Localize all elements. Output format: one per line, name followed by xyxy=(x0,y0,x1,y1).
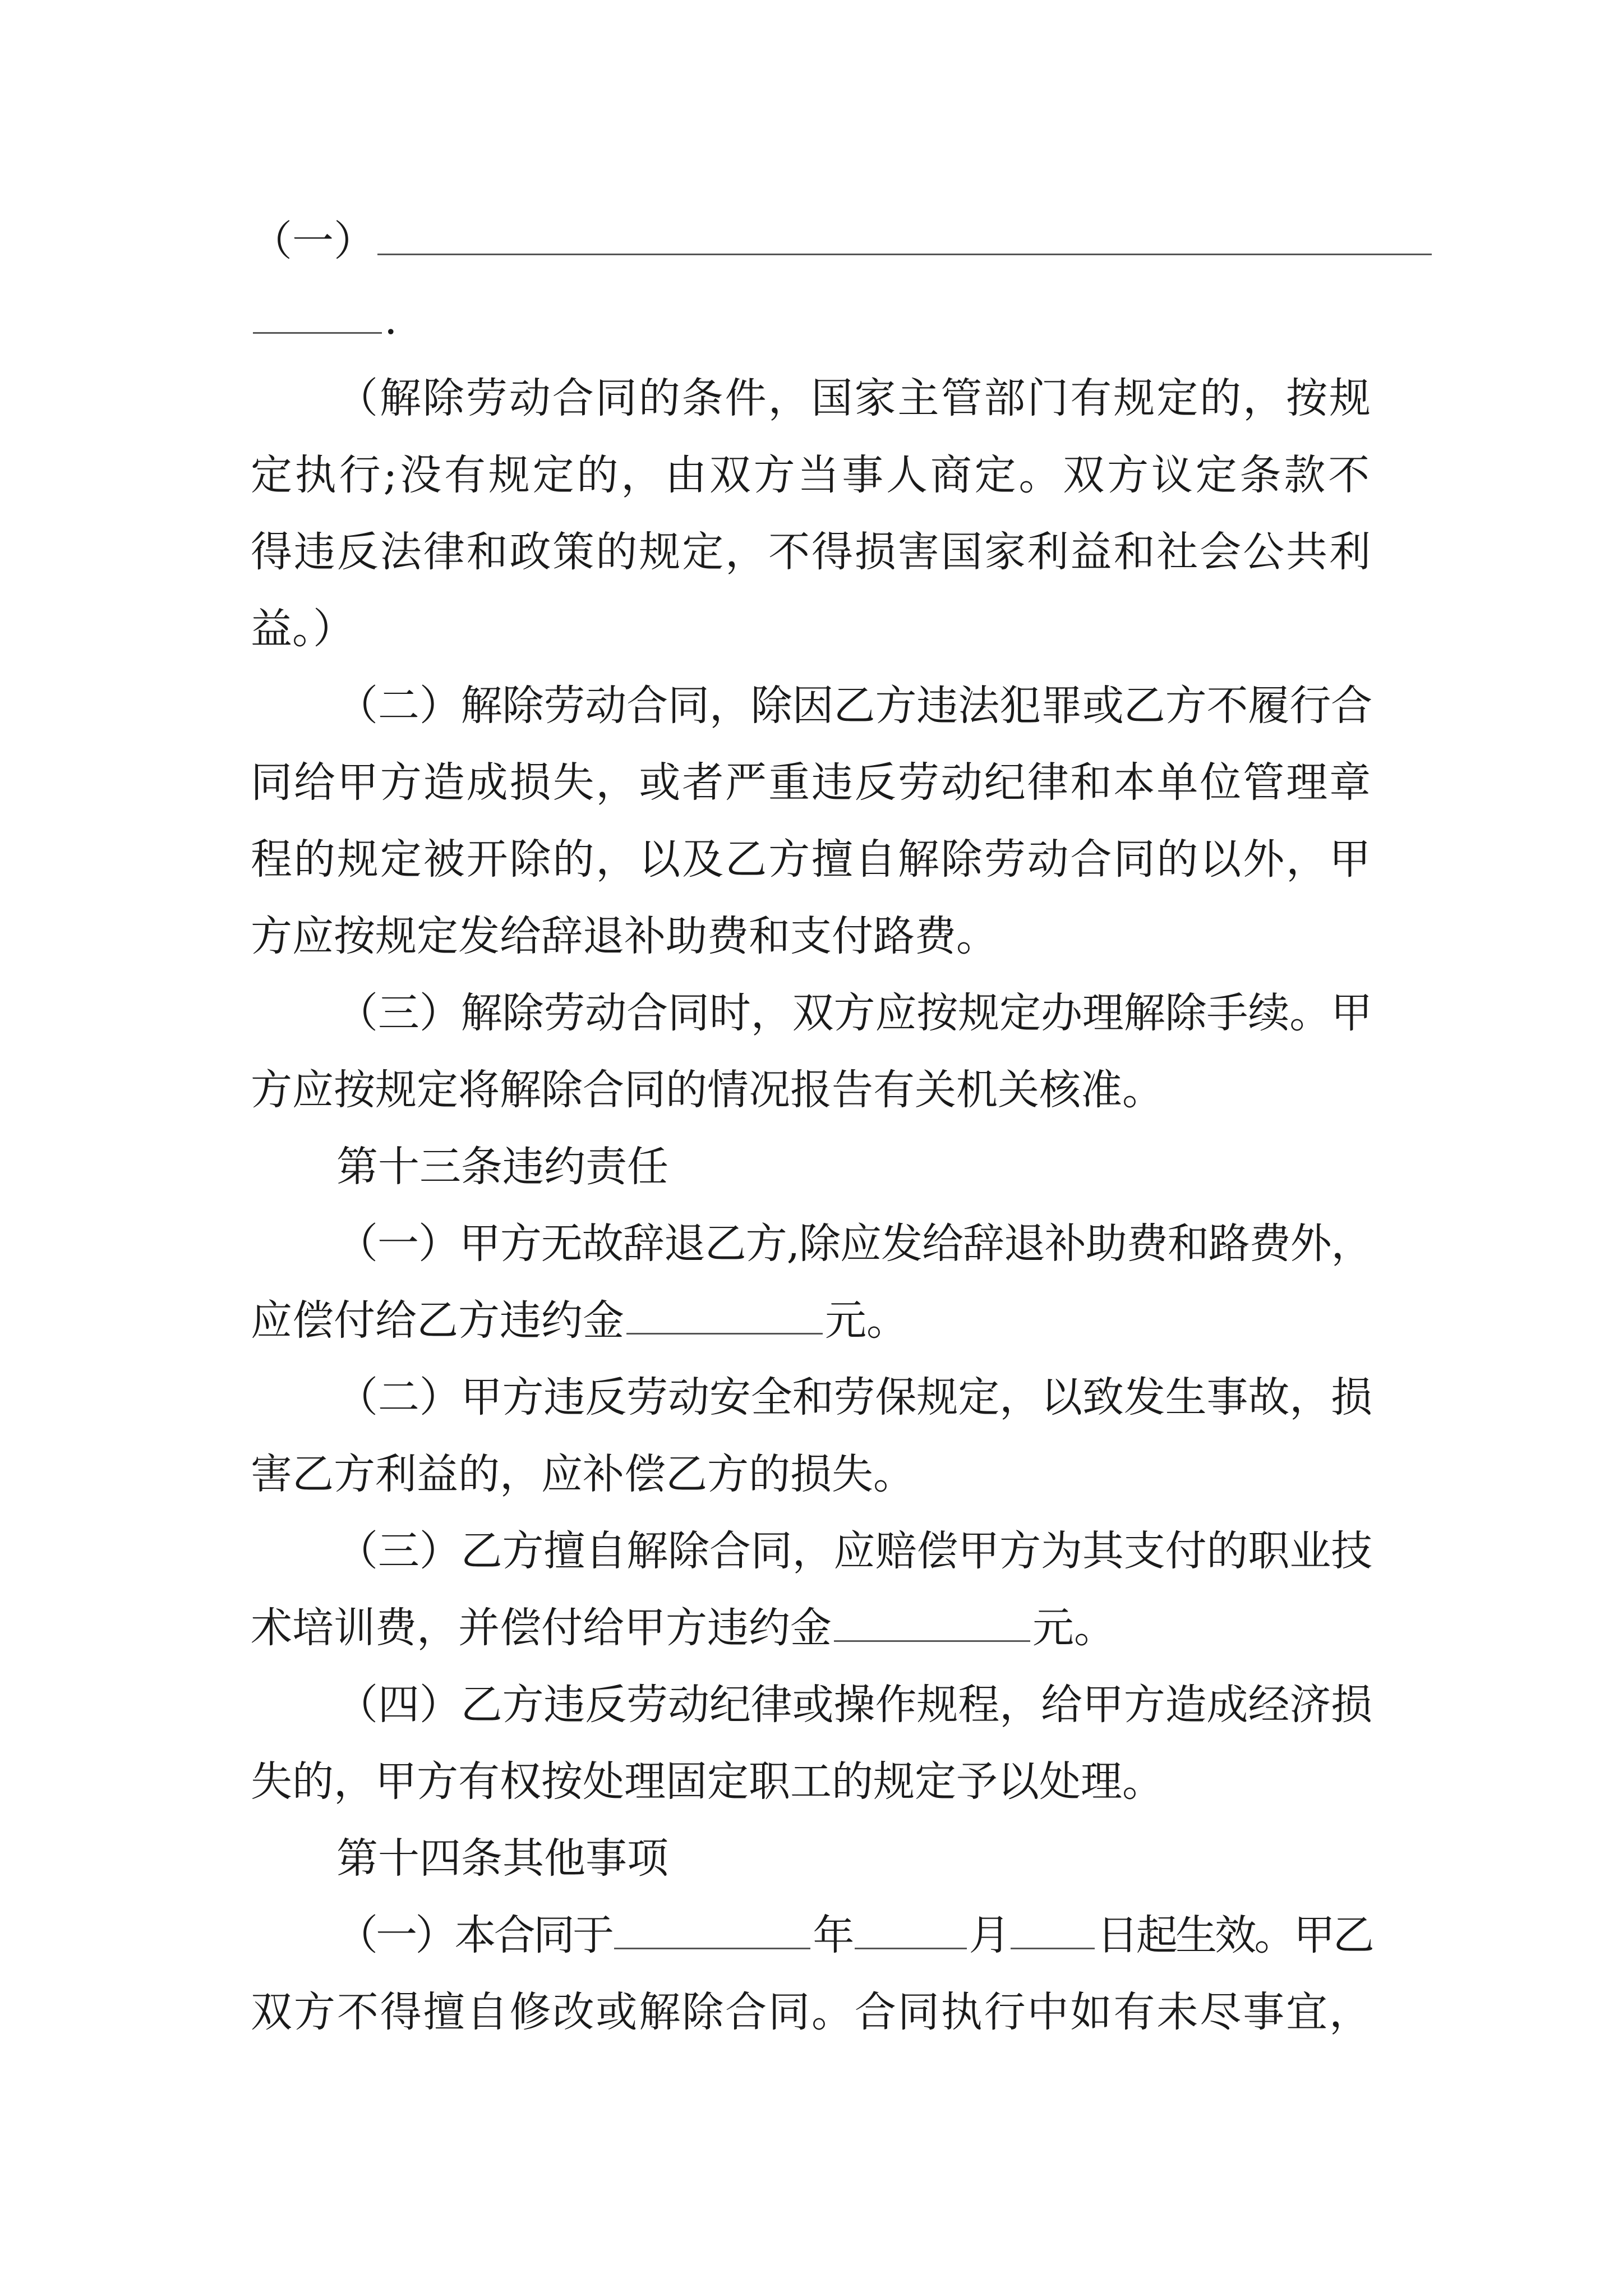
text-segment: （一）甲方无故辞退乙方,除应发给辞退补助费和路费外， xyxy=(336,1220,1372,1268)
text-segment: （四）乙方违反劳动纪律或操作规程，给甲方造成经济损 xyxy=(336,1681,1372,1729)
fill-in-blank[interactable] xyxy=(253,293,382,334)
text-segment: （解除劳动合同的条件，国家主管部门有规定的，按规 xyxy=(336,374,1372,422)
text-segment: 方应按规定将解除合同的情况报告有关机关核准。 xyxy=(251,1066,1164,1114)
text-line-23 xyxy=(336,1896,1372,1975)
fill-in-blank[interactable] xyxy=(614,1908,810,1949)
text-line-9 xyxy=(251,820,1372,899)
text-line-7 xyxy=(336,666,1372,745)
text-line-1 xyxy=(251,202,1434,280)
text-segment: 害乙方利益的，应补偿乙方的损失。 xyxy=(251,1450,915,1498)
text-line-18 xyxy=(336,1512,1372,1590)
text-line-12 xyxy=(251,1051,1164,1129)
text-line-14 xyxy=(336,1204,1372,1283)
text-line-6 xyxy=(251,590,354,668)
text-segment: 双方不得擅自修改或解除合同。合同执行中如有未尽事宜， xyxy=(251,1988,1372,2036)
text-segment: 得违反法律和政策的规定，不得损害国家利益和社会公共利 xyxy=(251,528,1372,576)
text-line-8 xyxy=(251,743,1372,822)
text-segment: （三）乙方擅自解除合同，应赔偿甲方为其支付的职业技 xyxy=(336,1527,1372,1575)
text-line-4 xyxy=(251,436,1372,514)
text-segment: 第十三条违约责任 xyxy=(336,1143,668,1191)
fill-in-blank[interactable] xyxy=(834,1601,1030,1642)
text-segment: 应偿付给乙方违约金 xyxy=(251,1296,624,1345)
section-heading-14 xyxy=(336,1819,668,1898)
text-segment: （二）解除劳动合同，除因乙方违法犯罪或乙方不履行合 xyxy=(336,682,1372,730)
text-line-11 xyxy=(336,974,1372,1052)
text-segment: . xyxy=(384,296,398,344)
text-segment: 同给甲方造成损失，或者严重违反劳动纪律和本单位管理章 xyxy=(251,758,1372,807)
text-line-21 xyxy=(251,1742,1164,1821)
fill-in-blank[interactable] xyxy=(377,214,1432,255)
text-segment: 元。 xyxy=(825,1296,908,1345)
text-line-16 xyxy=(336,1358,1372,1437)
text-segment: 第十四条其他事项 xyxy=(336,1834,668,1883)
text-segment: 失的，甲方有权按处理固定职工的规定予以处理。 xyxy=(251,1757,1164,1806)
text-segment: （二）甲方违反劳动安全和劳保规定，以致发生事故，损 xyxy=(336,1373,1372,1421)
text-line-15 xyxy=(251,1281,908,1360)
fill-in-blank[interactable] xyxy=(626,1294,823,1335)
text-line-24 xyxy=(251,1973,1372,2051)
text-line-2 xyxy=(251,280,398,359)
fill-in-blank[interactable] xyxy=(1011,1908,1095,1949)
text-segment: 元。 xyxy=(1032,1604,1115,1652)
text-segment: （一） xyxy=(251,217,375,265)
fill-in-blank[interactable] xyxy=(855,1908,967,1949)
text-segment: 益。） xyxy=(251,605,354,653)
text-line-17 xyxy=(251,1435,915,1513)
text-segment: 年 xyxy=(813,1911,852,1959)
section-heading-13 xyxy=(336,1128,668,1206)
text-segment: 术培训费，并偿付给甲方违约金 xyxy=(251,1604,832,1652)
text-line-10 xyxy=(251,897,998,976)
text-line-3 xyxy=(336,359,1372,438)
text-segment: 定执行;没有规定的，由双方当事人商定。双方议定条款不 xyxy=(251,451,1372,499)
text-segment: （三）解除劳动合同时，双方应按规定办理解除手续。甲 xyxy=(336,989,1372,1037)
text-line-5 xyxy=(251,513,1372,591)
text-segment: 月 xyxy=(969,1911,1008,1959)
text-segment: 日起生效。甲乙 xyxy=(1096,1911,1372,1959)
text-segment: 程的规定被开除的，以及乙方擅自解除劳动合同的以外，甲 xyxy=(251,835,1372,884)
text-line-19 xyxy=(251,1589,1115,1667)
text-segment: （一）本合同于 xyxy=(336,1911,612,1959)
text-line-20 xyxy=(336,1665,1372,1744)
text-segment: 方应按规定发给辞退补助费和支付路费。 xyxy=(251,912,998,960)
